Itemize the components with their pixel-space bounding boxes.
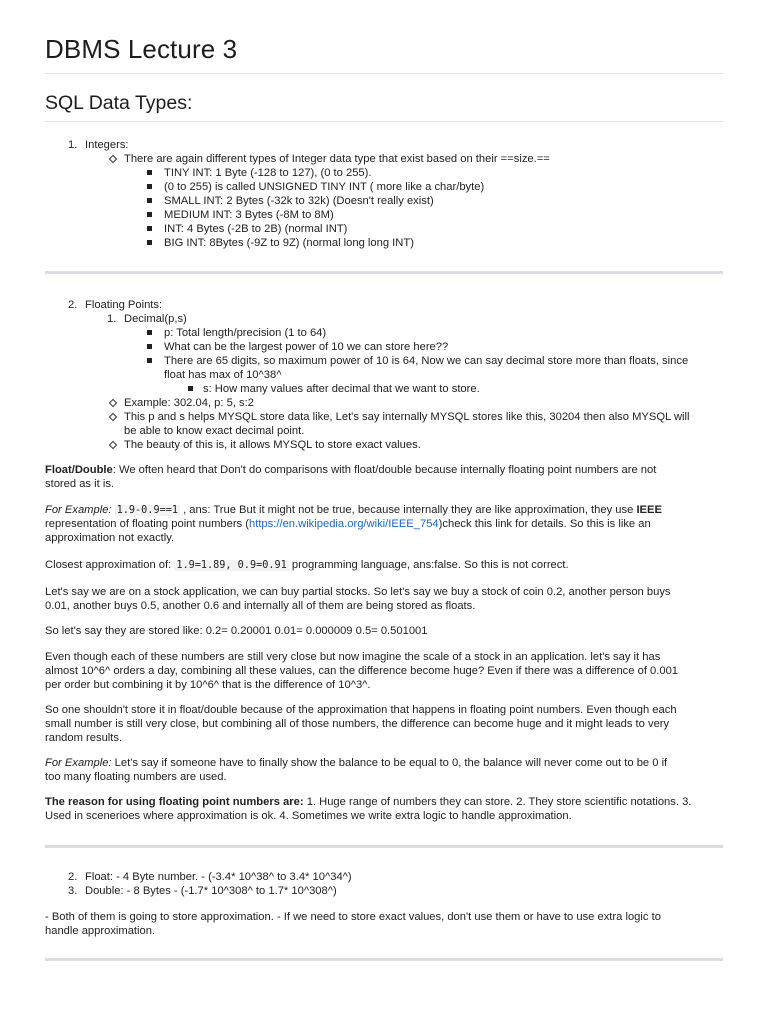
list-item-continuation: be able to know exact decimal point. xyxy=(124,425,305,437)
list-item: What can be the largest power of 10 we can store here?? xyxy=(164,341,449,353)
square-bullet-icon xyxy=(147,240,152,245)
ieee-link[interactable]: https://en.wikipedia.org/wiki/IEEE_754 xyxy=(248,518,439,530)
floating-label: Floating Points: xyxy=(85,299,163,311)
paragraph-text: per order but combining it by 10^6^ that is the difference of 10^3^. xyxy=(45,679,371,691)
square-bullet-icon xyxy=(147,226,152,231)
paragraph-text: 0.01, another buys 0.5, another 0.6 and internally all of them are being stored as floats. xyxy=(45,600,476,612)
section-title: SQL Data Types: xyxy=(45,92,193,114)
list-item: This p and s helps MYSQL store data like, Let's say internally MYSQL stores like this, 30204 then also MYSQL will xyxy=(124,411,690,423)
decimal-label: Decimal(p,s) xyxy=(124,313,187,325)
list-number: 3. xyxy=(68,885,78,897)
square-bullet-icon xyxy=(188,386,193,391)
square-bullet-icon xyxy=(147,344,152,349)
paragraph-text: Let's say if someone have to finally show the balance to be equal to 0, the balance will never come out to be 0 if xyxy=(114,757,668,769)
square-bullet-icon xyxy=(147,170,152,175)
list-item-continuation: float has max of 10^38^ xyxy=(164,369,282,381)
section-divider xyxy=(45,121,723,122)
diamond-bullet-icon xyxy=(109,399,117,407)
list-item: (0 to 255) is called UNSIGNED TINY INT ( more like a char/byte) xyxy=(164,181,485,193)
paragraph-text: too many floating numbers are used. xyxy=(45,771,227,783)
stored-paragraph: So let's say they are stored like: 0.2= 0.20001 0.01= 0.000009 0.5= 0.501001 xyxy=(45,625,428,637)
horizontal-rule xyxy=(45,958,723,961)
paragraph-text: Used in scenerioes where approximation is ok. 4. Sometimes we write extra logic to handle approximation. xyxy=(45,810,572,822)
paragraph-text: stored as it is. xyxy=(45,478,115,490)
paragraph-text: 1. Huge range of numbers they can store. 2. They store scientific notations. 3. xyxy=(306,796,692,808)
integers-label: Integers: xyxy=(85,139,129,151)
list-number: 2. xyxy=(68,299,78,311)
square-bullet-icon xyxy=(147,198,152,203)
list-item: There are 65 digits, so maximum power of 10 is 64, Now we can say decimal store more than floats, since xyxy=(164,355,689,367)
paragraph-text: Closest approximation of: xyxy=(45,559,172,571)
paragraph-text: So one shouldn't store it in float/double because of the approximation that happens in floating point numbers. Even though each xyxy=(45,704,677,716)
square-bullet-icon xyxy=(147,330,152,335)
list-item: BIG INT: 8Bytes (-9Z to 9Z) (normal long long INT) xyxy=(164,237,414,249)
title-divider xyxy=(45,73,723,74)
paragraph-text: programming language, ans:false. So this is not correct. xyxy=(291,559,569,571)
list-item: TINY INT: 1 Byte (-128 to 127), (0 to 255). xyxy=(164,167,372,179)
diamond-bullet-icon xyxy=(109,413,117,421)
list-item: There are again different types of Integer data type that exist based on their ==size.== xyxy=(124,153,550,165)
bold-term: Float/Double xyxy=(45,464,113,476)
list-item: INT: 4 Bytes (-2B to 2B) (normal INT) xyxy=(164,223,348,235)
paragraph-text: small number is still very close, but combining all of those numbers, the difference can become huge and it might leads to very xyxy=(45,718,670,730)
inline-code: 1.9-0.9==1 xyxy=(116,505,178,516)
paragraph-text: : We often heard that Don't do comparisons with float/double because internally floating point numbers are not xyxy=(112,464,657,476)
paragraph-text: - Both of them is going to store approximation. - If we need to store exact values, don't use them or have to use extra logic to xyxy=(45,911,661,923)
list-item: Float: - 4 Byte number. - (-3.4* 10^38^ to 3.4* 10^34^) xyxy=(85,871,352,883)
paragraph-text: approximation not exactly. xyxy=(45,532,175,544)
bold-term: The reason for using floating point numbers are: xyxy=(45,796,304,808)
inline-code: 1.9=1.89, 0.9=0.91 xyxy=(176,560,287,571)
list-item: SMALL INT: 2 Bytes (-32k to 32k) (Doesn't really exist) xyxy=(164,195,434,207)
list-number: 1. xyxy=(68,139,78,151)
list-item: Example: 302.04, p: 5, s:2 xyxy=(124,397,254,409)
list-item: p: Total length/precision (1 to 64) xyxy=(164,327,327,339)
paragraph-text: , ans: True But it might not be true, because internally they are like approximation, they use xyxy=(183,504,634,516)
paragraph-text: Even though each of these numbers are still very close but now imagine the scale of a stock in an application. let's say it has xyxy=(45,651,661,663)
list-item: Double: - 8 Bytes - (-1.7* 10^308^ to 1.7* 10^308^) xyxy=(85,885,337,897)
horizontal-rule xyxy=(45,271,723,274)
square-bullet-icon xyxy=(147,212,152,217)
paragraph-text: handle approximation. xyxy=(45,925,156,937)
list-item: MEDIUM INT: 3 Bytes (-8M to 8M) xyxy=(164,209,334,221)
diamond-bullet-icon xyxy=(109,441,117,449)
bold-term: IEEE xyxy=(636,504,662,516)
horizontal-rule xyxy=(45,845,723,848)
list-item: s: How many values after decimal that we want to store. xyxy=(203,383,480,395)
page-title: DBMS Lecture 3 xyxy=(45,34,238,64)
paragraph-text: representation of floating point numbers ( xyxy=(45,518,249,530)
list-number: 1. xyxy=(107,313,117,325)
example-label: For Example: xyxy=(45,757,112,769)
diamond-bullet-icon xyxy=(109,155,117,163)
example-label: For Example: xyxy=(45,504,112,516)
paragraph-text: random results. xyxy=(45,732,123,744)
list-number: 2. xyxy=(68,871,78,883)
paragraph-text: )check this link for details. So this is like an xyxy=(438,518,651,530)
square-bullet-icon xyxy=(147,184,152,189)
square-bullet-icon xyxy=(147,358,152,363)
paragraph-text: almost 10^6^ orders a day, combining all these values, can the difference become huge? Even if there was a difference of 0.001 xyxy=(45,665,679,677)
paragraph-text: Let's say we are on a stock application, we can buy partial stocks. So let's say we buy a stock of coin 0.2, another person buys xyxy=(45,586,671,598)
list-item: The beauty of this is, it allows MYSQL to store exact values. xyxy=(124,439,421,451)
